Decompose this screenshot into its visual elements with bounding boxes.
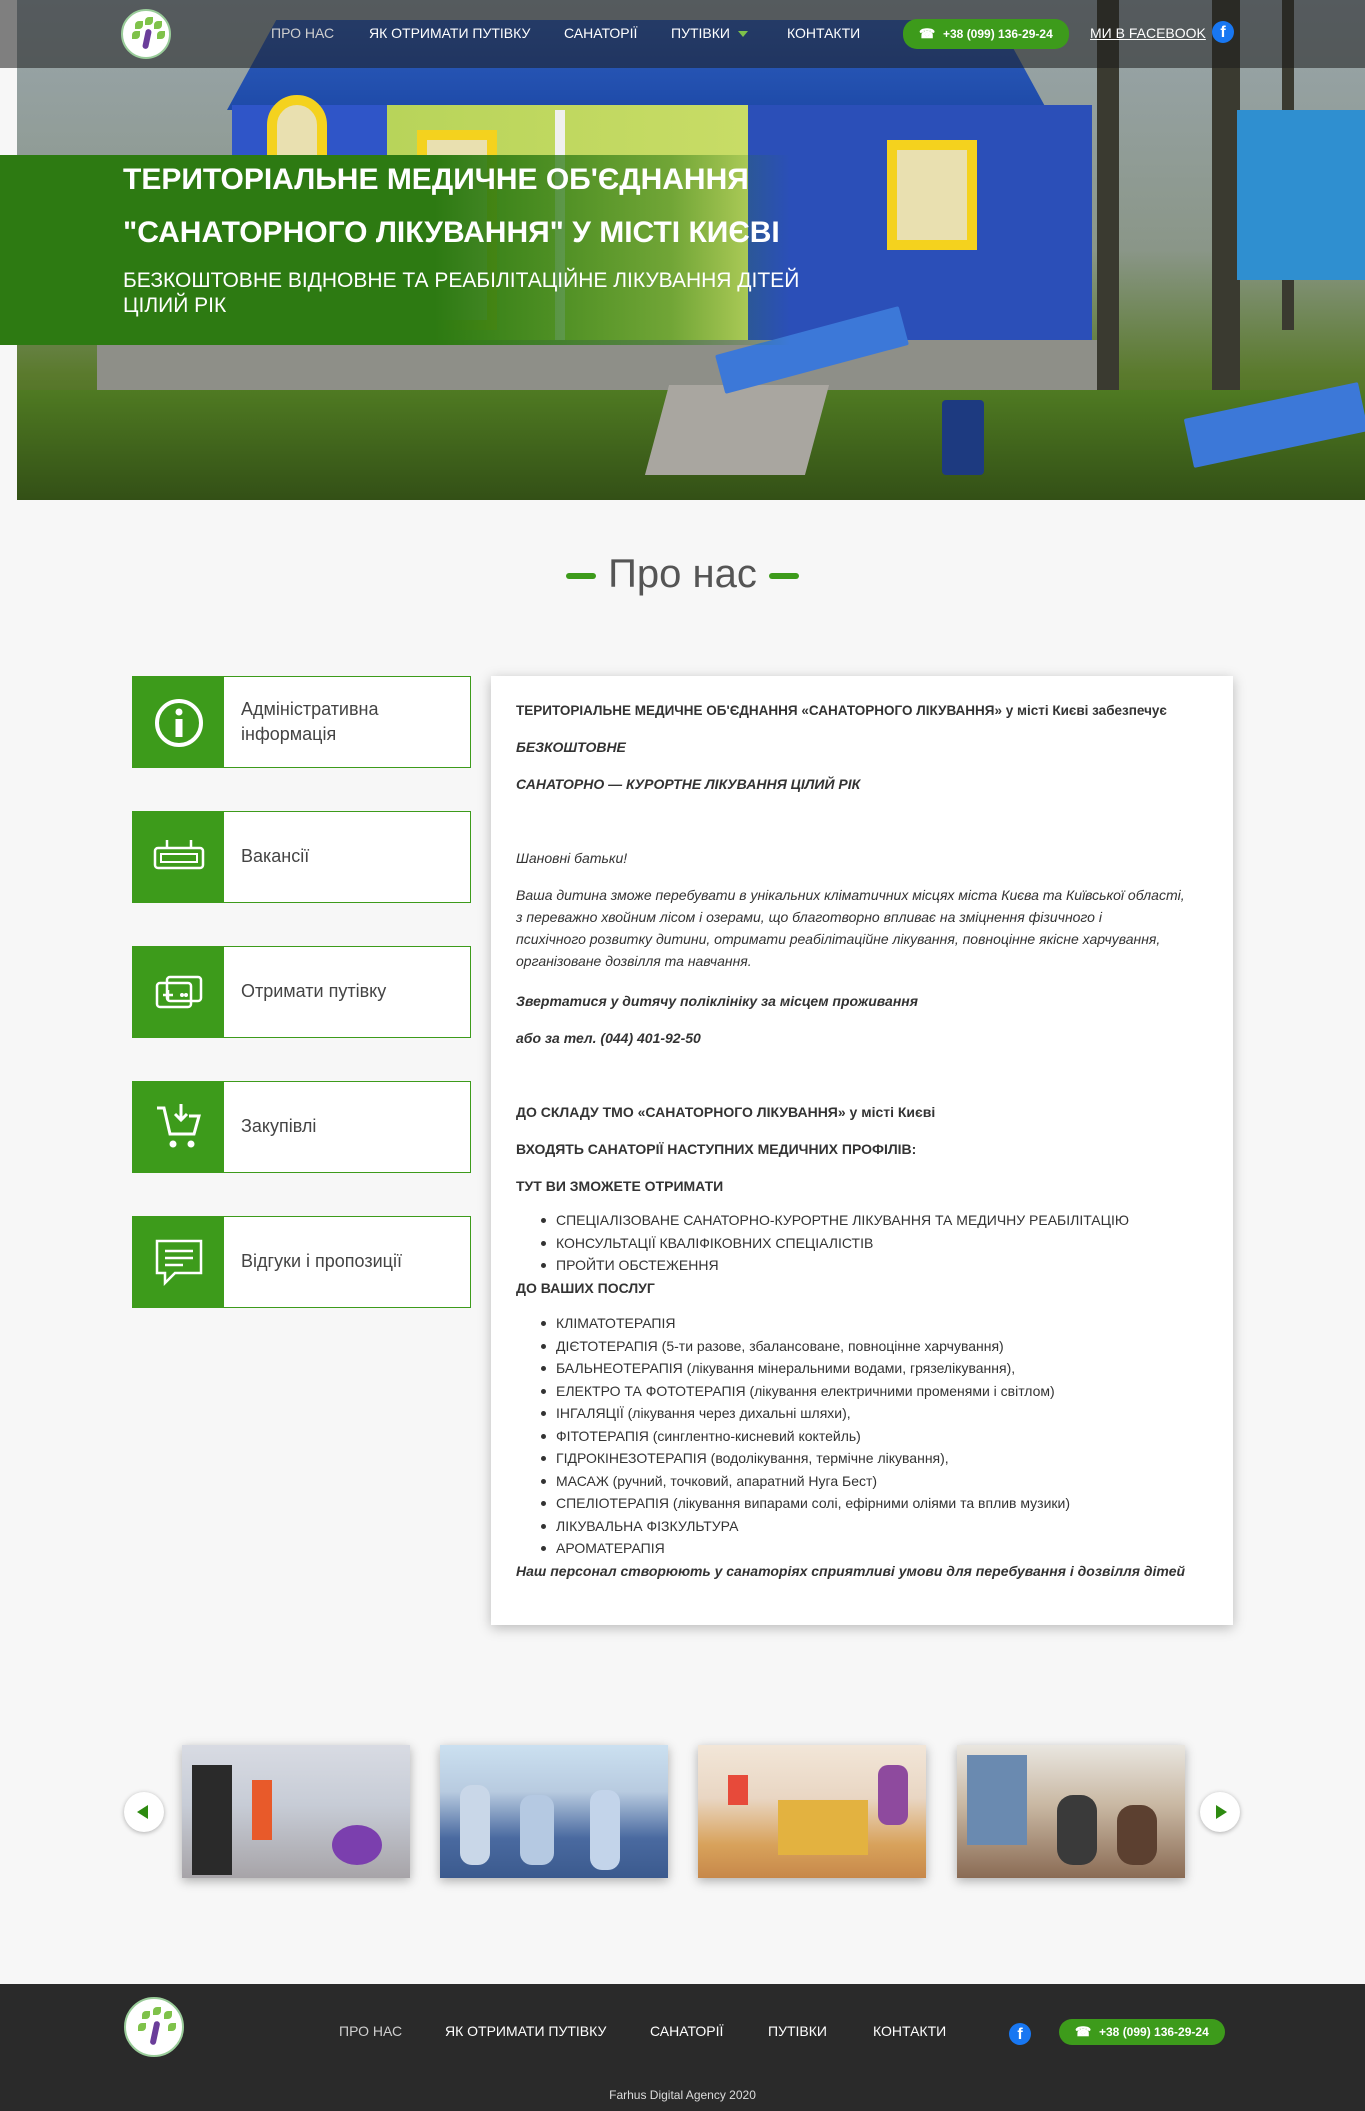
footer-item-vouchers[interactable]: ПУТІВКИ <box>768 2023 827 2039</box>
list-item: КОНСУЛЬТАЦІЇ КВАЛІФІКОВНИХ СПЕЦІАЛІСТІВ <box>556 1232 1129 1255</box>
chevron-down-icon <box>738 31 748 37</box>
list-item: ФІТОТЕРАПІЯ (синглентно-кисневий коктейль) <box>556 1425 1070 1448</box>
side-item-feedback[interactable]: Відгуки і пропозиції <box>132 1216 471 1308</box>
hero-title-line2: "САНАТОРНОГО ЛІКУВАННЯ" У МІСТІ КИЄВІ <box>123 216 780 249</box>
list-item: ДІЄТОТЕРАПІЯ (5-ти разове, збалансоване, повноцінне харчування) <box>556 1335 1070 1358</box>
gallery-prev-button[interactable] <box>124 1792 164 1832</box>
list-item: АРОМАТЕРАПІЯ <box>556 1537 1070 1560</box>
free-text: БЕЗКОШТОВНЕ <box>516 739 626 755</box>
footer-phone-button[interactable]: ☎ +38 (099) 136-29-24 <box>1059 2019 1225 2045</box>
list-item: ЛІКУВАЛЬНА ФІЗКУЛЬТУРА <box>556 1515 1070 1538</box>
gallery-thumb-1[interactable] <box>182 1745 410 1878</box>
side-item-procurement[interactable]: Закупівлі <box>132 1081 471 1173</box>
nav-item-vouchers[interactable]: ПУТІВКИ <box>671 25 748 41</box>
facebook-link[interactable]: МИ В FACEBOOK <box>1090 25 1206 41</box>
intro-text: ТЕРИТОРІАЛЬНЕ МЕДИЧНЕ ОБ'ЄДНАННЯ «САНАТОРНОГО ЛІКУВАННЯ» у місті Києві забезпечує <box>516 703 1167 718</box>
phone-button[interactable]: ☎ +38 (099) 136-29-24 <box>903 19 1069 49</box>
para-line: Ваша дитина зможе перебувати в унікальних кліматичних місцях міста Києва та Київської області, <box>516 887 1185 903</box>
cart-icon <box>153 1102 205 1154</box>
footer <box>0 1984 1365 2111</box>
hero-subtitle-line1: БЕЗКОШТОВНЕ ВІДНОВНЕ ТА РЕАБІЛІТАЦІЙНЕ ЛІКУВАННЯ ДІТЕЙ <box>123 269 800 292</box>
list-item: БАЛЬНЕОТЕРАПІЯ (лікування мінеральними водами, грязелікування), <box>556 1357 1070 1380</box>
chat-icon <box>153 1237 205 1289</box>
gallery-thumb-4[interactable] <box>957 1745 1185 1878</box>
gallery-thumb-2[interactable] <box>440 1745 668 1878</box>
here-you-get-text: ТУТ ВИ ЗМОЖЕТЕ ОТРИМАТИ <box>516 1178 724 1194</box>
nav-item-how-to-get[interactable]: ЯК ОТРИМАТИ ПУТІВКУ <box>369 25 531 41</box>
footer-item-contacts[interactable]: КОНТАКТИ <box>873 2023 947 2039</box>
phone-icon: ☎ <box>919 26 936 41</box>
footer-item-sanatoriums[interactable]: САНАТОРІЇ <box>650 2023 724 2039</box>
list-item: КЛІМАТОТЕРАПІЯ <box>556 1312 1070 1335</box>
title-dash-left <box>566 573 596 579</box>
para-line: організоване дозвілля та навчання. <box>516 953 752 969</box>
hero-subtitle-line2: ЦІЛИЙ РІК <box>123 294 227 317</box>
gallery-thumb-3[interactable] <box>698 1745 926 1878</box>
phone-icon: ☎ <box>1075 2024 1092 2039</box>
side-item-admin-info[interactable]: Адміністративна інформація <box>132 676 471 768</box>
footer-item-about[interactable]: ПРО НАС <box>339 2023 403 2039</box>
footer-facebook-icon[interactable]: f <box>1009 2023 1031 2045</box>
info-icon <box>153 697 205 749</box>
footer-item-how-to-get[interactable]: ЯК ОТРИМАТИ ПУТІВКУ <box>445 2023 607 2039</box>
year-round-text: САНАТОРНО — КУРОРТНЕ ЛІКУВАННЯ ЦІЛИЙ РІК <box>516 776 861 792</box>
list-item: СПЕЛІОТЕРАПІЯ (лікування випарами солі, ефірними оліями та вплив музики) <box>556 1492 1070 1515</box>
contact-phone-text: або за тел. (044) 401-92-50 <box>516 1030 701 1046</box>
services-list <box>556 1312 1070 1560</box>
para-line: з переважно хвойним лісом і озерами, що благотворно впливає на зміцнення фізичного і <box>516 909 1102 925</box>
hero-banner <box>0 155 800 345</box>
greeting-text: Шановні батьки! <box>516 850 628 866</box>
contact-clinic-text: Звертатися у дитячу поліклініку за місцем проживання <box>516 993 918 1009</box>
nav-item-sanatoriums[interactable]: САНАТОРІЇ <box>564 25 638 41</box>
facebook-icon[interactable]: f <box>1212 21 1234 43</box>
ticket-icon <box>153 967 205 1019</box>
list-item: СПЕЦІАЛІЗОВАНЕ САНАТОРНО-КУРОРТНЕ ЛІКУВАННЯ ТА МЕДИЧНУ РЕАБІЛІТАЦІЮ <box>556 1209 1129 1232</box>
list-item: ІНГАЛЯЦІЇ (лікування через дихальні шляхи), <box>556 1402 1070 1425</box>
list-item: ЕЛЕКТРО ТА ФОТОТЕРАПІЯ (лікування електричними променями і світлом) <box>556 1380 1070 1403</box>
vacancy-icon <box>153 832 205 884</box>
list-item: ГІДРОКІНЕЗОТЕРАПІЯ (водолікування, термічне лікування), <box>556 1447 1070 1470</box>
list-item: МАСАЖ (ручний, точковий, апаратний Нуга Бест) <box>556 1470 1070 1493</box>
para-line: психічного розвитку дитини, отримати реабілітаційне лікування, повноцінне якісне харчування, <box>516 931 1161 947</box>
profiles-text: ВХОДЯТЬ САНАТОРІЇ НАСТУПНИХ МЕДИЧНИХ ПРОФІЛІВ: <box>516 1141 917 1157</box>
composition-text: ДО СКЛАДУ ТМО «САНАТОРНОГО ЛІКУВАННЯ» у місті Києві <box>516 1104 936 1120</box>
list-item: ПРОЙТИ ОБСТЕЖЕННЯ <box>556 1254 1129 1277</box>
gallery-next-button[interactable] <box>1200 1792 1240 1832</box>
footer-logo[interactable] <box>124 1997 184 2057</box>
closing-text: Наш персонал створюють у санаторіях сприятливі умови для перебування і дозвілля дітей <box>516 1563 1186 1579</box>
section-title: Про нас <box>0 552 1365 597</box>
about-content-card <box>491 676 1233 1625</box>
nav-item-contacts[interactable]: КОНТАКТИ <box>787 25 861 41</box>
copyright: Farhus Digital Agency 2020 <box>609 2088 756 2102</box>
title-dash-right <box>769 573 799 579</box>
nav-item-about[interactable]: ПРО НАС <box>271 25 335 41</box>
services-heading: ДО ВАШИХ ПОСЛУГ <box>516 1280 655 1296</box>
top-nav <box>0 0 1365 68</box>
side-item-get-voucher[interactable]: Отримати путівку <box>132 946 471 1038</box>
site-logo[interactable] <box>121 9 171 59</box>
hero-title-line1: ТЕРИТОРІАЛЬНЕ МЕДИЧНЕ ОБ'ЄДНАННЯ <box>123 163 749 196</box>
side-item-vacancies[interactable]: Вакансії <box>132 811 471 903</box>
get-list <box>556 1209 1129 1277</box>
